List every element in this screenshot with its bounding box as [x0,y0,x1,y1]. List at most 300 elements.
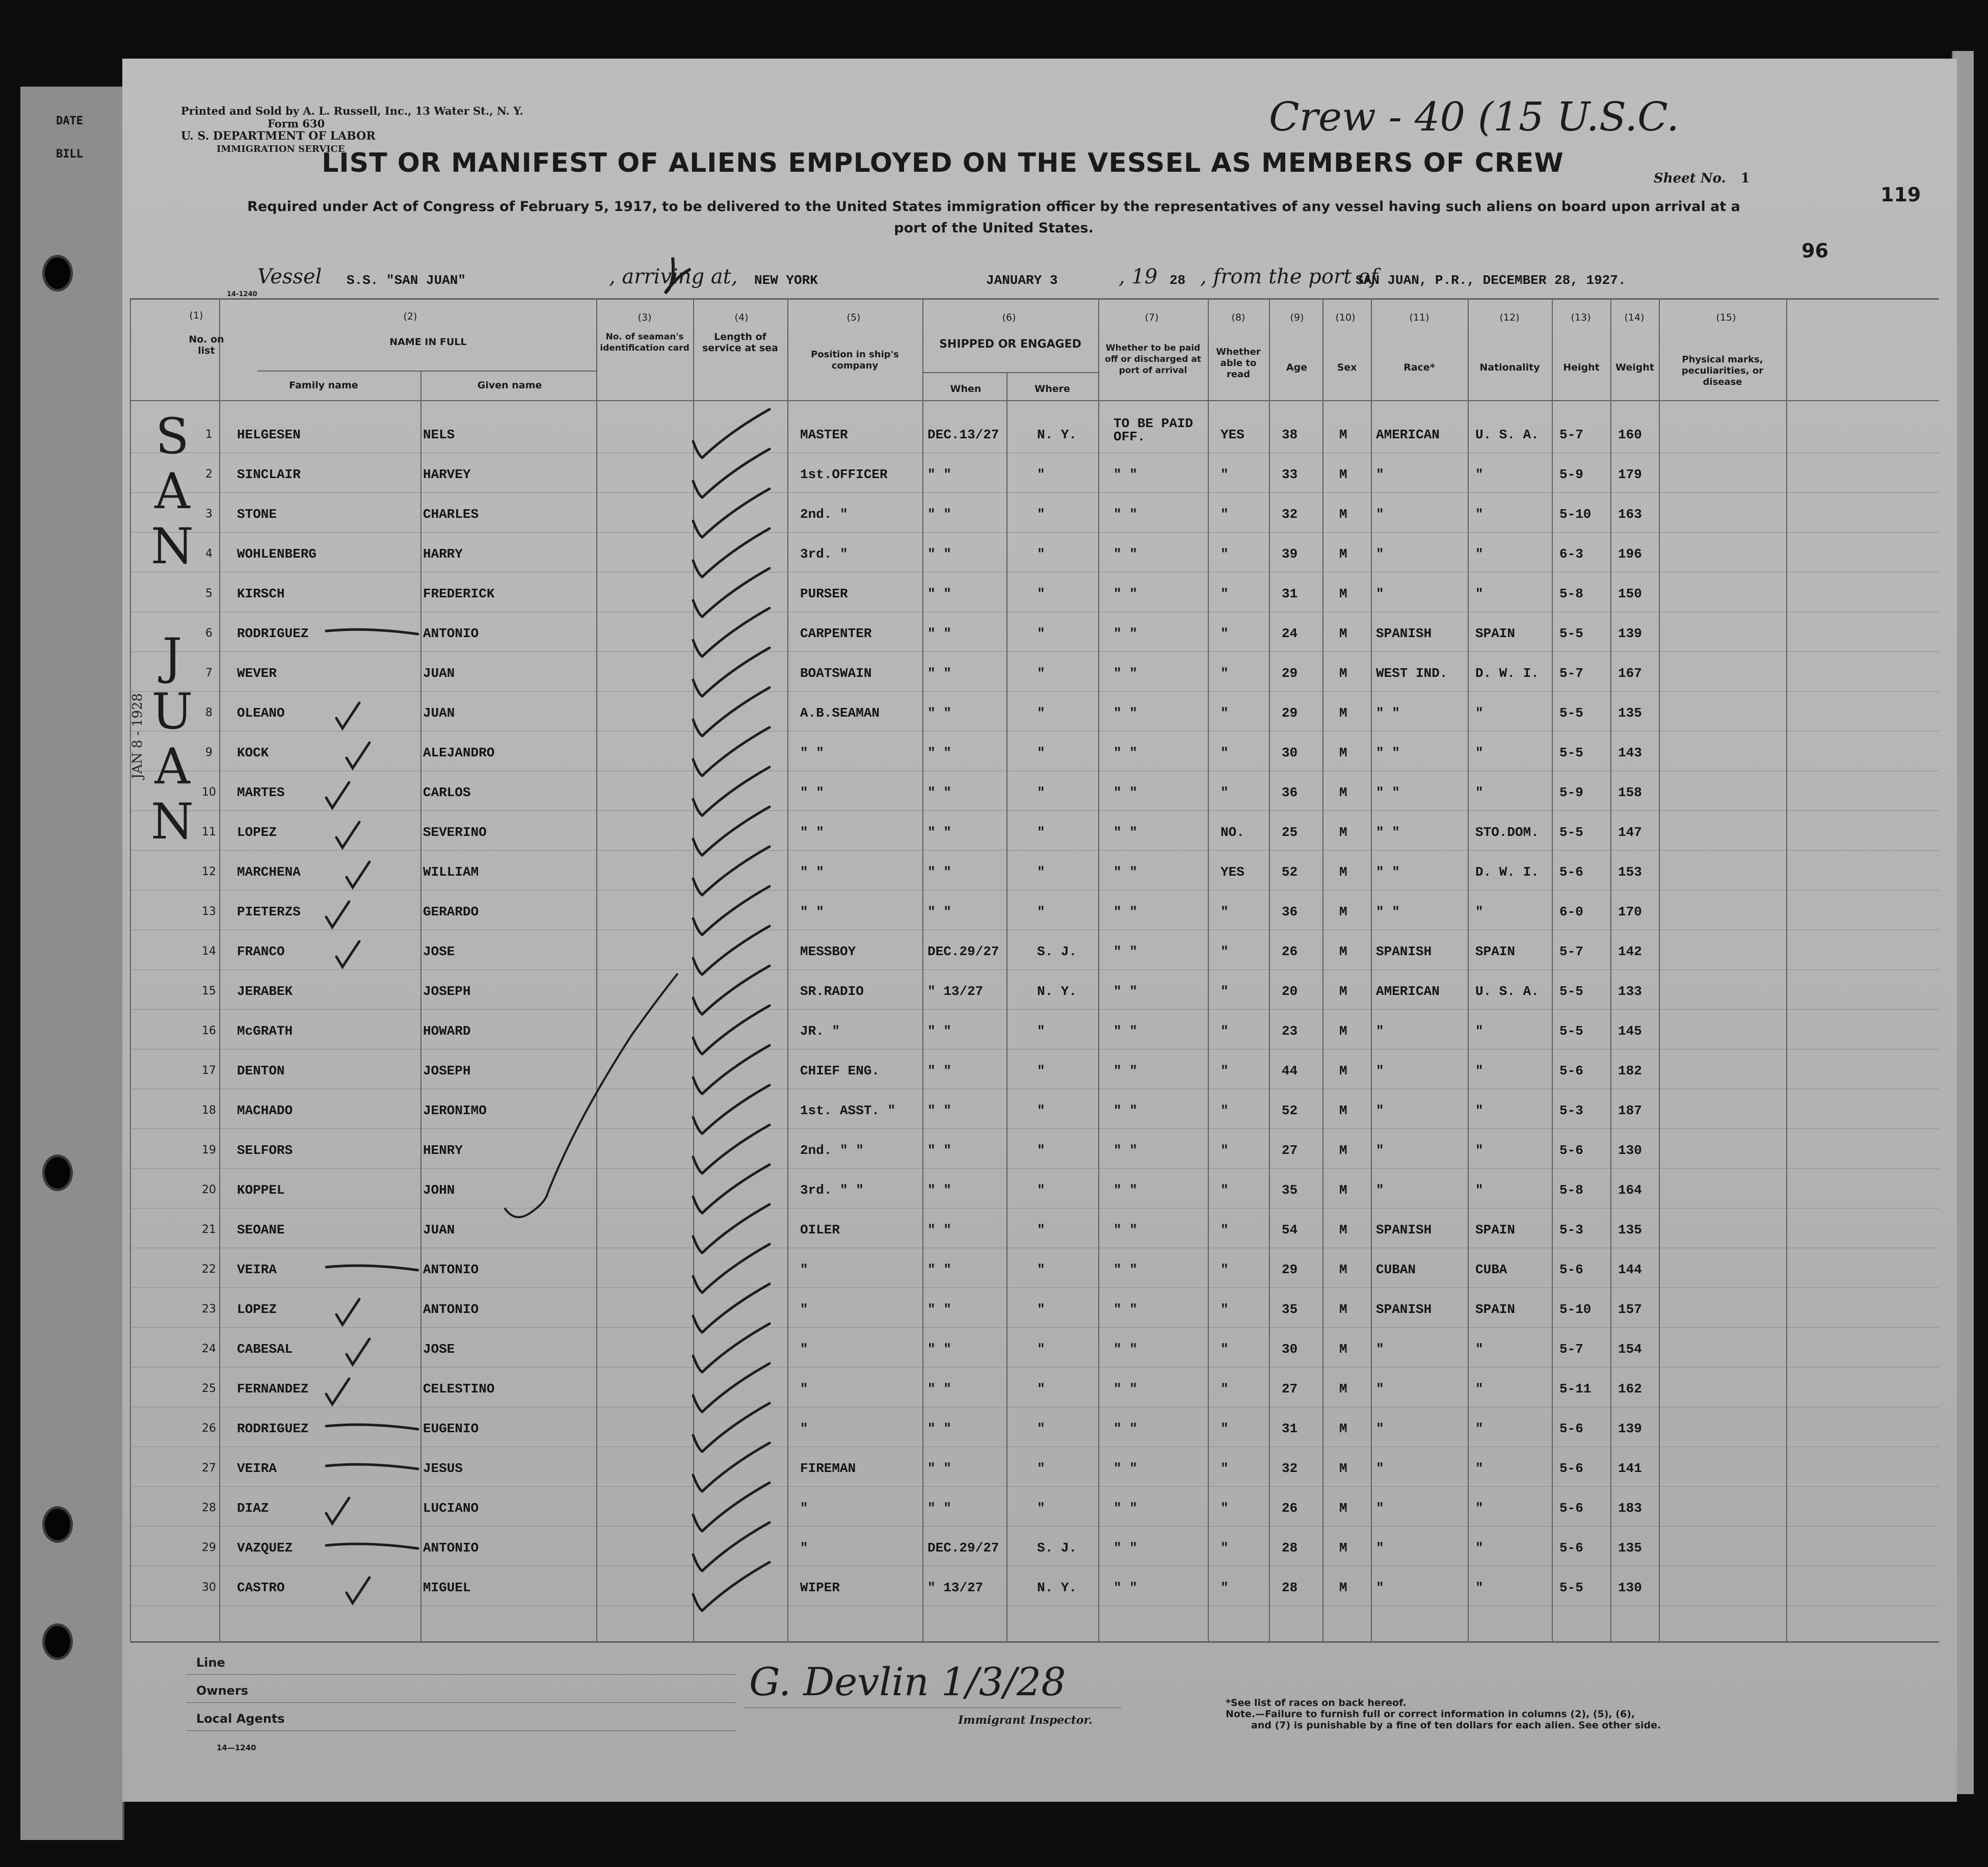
inspector-label: Immigrant Inspector. [958,1714,1093,1727]
age-cell: 23 [1282,1023,1298,1039]
row-number-cell: 16 [202,1024,216,1037]
height-cell: 5-5 [1559,825,1583,840]
shipped-where-cell: N. Y. [1037,427,1077,442]
race-cell: AMERICAN [1376,984,1440,999]
col2a-header: Family name [289,380,358,391]
paid-off-cell: " " [1114,1063,1137,1079]
weight-cell: 182 [1618,1063,1642,1079]
sex-cell: M [1339,1302,1347,1317]
footer-form-code: 14—1240 [217,1743,256,1752]
col7-header: Whether to be paid off or discharged at port of arrival [1105,343,1201,376]
name-check-icon [336,941,359,967]
shipped-when-cell: " " [927,1222,951,1238]
col13-number: (13) [1571,312,1591,323]
age-cell: 44 [1282,1063,1298,1079]
race-cell: SPANISH [1376,944,1432,959]
able-to-read-cell: " [1221,1222,1229,1238]
name-check-icon [326,1379,349,1404]
height-cell: 5-9 [1559,467,1583,482]
height-cell: 5-5 [1559,1580,1583,1595]
weight-cell: 160 [1618,427,1642,442]
nationality-cell: " [1475,745,1483,760]
shipped-when-cell: " " [927,1262,951,1277]
sex-cell: M [1339,944,1347,959]
name-underline-stroke [326,1266,418,1270]
row-number-cell: 12 [202,865,216,878]
race-cell: " [1376,1342,1384,1357]
position-cell: CARPENTER [800,626,872,641]
arriving-port: NEW YORK [754,273,818,288]
name-check-icon [326,782,349,808]
weight-cell: 135 [1618,1540,1642,1556]
shipped-when-cell: " " [927,904,951,919]
height-cell: 5-9 [1559,785,1583,800]
shipped-when-cell: " " [927,546,951,562]
footer-note-penalty: Note.—Failure to furnish full or correct information in columns (2), (5), (6), [1226,1708,1635,1720]
given-name-cell: HENRY [423,1143,463,1158]
able-to-read-cell: YES [1221,427,1244,442]
nationality-cell: U. S. A. [1475,427,1539,442]
able-to-read-cell: " [1221,626,1229,641]
family-name-cell: VEIRA [237,1262,277,1277]
sex-cell: M [1339,467,1347,482]
from-port: SAN JUAN, P.R., DECEMBER 28, 1927. [1356,273,1626,288]
height-cell: 5-6 [1559,1540,1583,1556]
family-name-cell: MACHADO [237,1103,293,1118]
sex-cell: M [1339,984,1347,999]
col15-header: Physical marks, peculiarities, or disease [1681,354,1764,387]
row-number-cell: 4 [205,547,213,560]
weight-cell: 130 [1618,1143,1642,1158]
col14-header: Weight [1615,362,1654,373]
race-cell: " " [1376,745,1400,760]
family-name-cell: MARCHENA [237,864,301,880]
race-cell: " [1376,1501,1384,1516]
pen-stroke [548,974,678,1193]
col7-number: (7) [1145,312,1159,323]
race-cell: " [1376,1023,1384,1039]
family-name-cell: HELGESEN [237,427,301,442]
height-cell: 5-6 [1559,1262,1583,1277]
row-number-cell: 15 [202,985,216,997]
row-number-cell: 10 [202,786,216,799]
col9-number: (9) [1290,312,1304,323]
age-cell: 30 [1282,1342,1298,1357]
age-cell: 27 [1282,1143,1298,1158]
weight-cell: 143 [1618,745,1642,760]
race-cell: " [1376,1143,1384,1158]
col2b-header: Given name [477,380,542,391]
shipped-where-cell: " [1037,1143,1045,1158]
paid-off-cell: " " [1114,1023,1137,1039]
footer-owners-label: Owners [196,1684,249,1698]
col12-header: Nationality [1479,362,1540,373]
weight-cell: 154 [1618,1342,1642,1357]
position-cell: MESSBOY [800,944,856,959]
nationality-cell: " [1475,546,1483,562]
side-date-stamp: JAN 8 - 1928 [130,693,145,779]
nationality-cell: " [1475,1580,1483,1595]
given-name-cell: HARVEY [423,467,471,482]
weight-cell: 142 [1618,944,1642,959]
paid-off-cell: " " [1114,904,1137,919]
position-cell: JR. " [800,1023,840,1039]
paid-off-cell: " " [1114,1103,1137,1118]
paid-off-cell: " " [1114,745,1137,760]
shipped-where-cell: " [1037,1103,1045,1118]
height-cell: 5-6 [1559,1501,1583,1516]
shipped-where-cell: S. J. [1037,944,1077,959]
nationality-cell: SPAIN [1475,1302,1516,1317]
shipped-where-cell: " [1037,626,1045,641]
family-name-cell: VAZQUEZ [237,1540,293,1556]
family-name-cell: KOPPEL [237,1182,285,1198]
family-name-cell: SINCLAIR [237,467,301,482]
row-number-cell: 29 [202,1541,216,1554]
paid-off-cell: " " [1114,546,1137,562]
nationality-cell: " [1475,705,1483,721]
sex-cell: M [1339,1580,1347,1595]
age-cell: 31 [1282,1421,1298,1436]
weight-cell: 130 [1618,1580,1642,1595]
position-cell: A.B.SEAMAN [800,705,880,721]
sheet-no-label: Sheet No. [1654,171,1726,186]
position-cell: " " [800,904,824,919]
height-cell: 5-7 [1559,944,1583,959]
position-cell: " [800,1540,808,1556]
nationality-cell: " [1475,785,1483,800]
shipped-where-cell: " [1037,546,1045,562]
weight-cell: 141 [1618,1461,1642,1476]
family-name-cell: LOPEZ [237,825,277,840]
nationality-cell: " [1475,1501,1483,1516]
nationality-cell: " [1475,1103,1483,1118]
name-check-icon [336,822,359,848]
given-name-cell: SEVERINO [423,825,487,840]
family-name-cell: KOCK [237,745,269,760]
race-cell: " [1376,507,1384,522]
nationality-cell: U. S. A. [1475,984,1539,999]
nationality-cell: " [1475,1540,1483,1556]
row-number-cell: 6 [205,627,213,640]
row-number-cell: 27 [202,1462,216,1475]
position-cell: " " [800,745,824,760]
age-cell: 31 [1282,586,1298,601]
shipped-where-cell: " [1037,666,1045,681]
given-name-cell: GERARDO [423,904,479,919]
height-cell: 5-5 [1559,705,1583,721]
age-cell: 35 [1282,1302,1298,1317]
position-cell: 2nd. " [800,507,848,522]
sex-cell: M [1339,1262,1347,1277]
nationality-cell: SPAIN [1475,1222,1516,1238]
col6-header: SHIPPED OR ENGAGED [939,338,1081,351]
col6a-header: When [950,383,982,395]
able-to-read-cell: " [1221,705,1229,721]
shipped-where-cell: " [1037,745,1045,760]
family-name-cell: DENTON [237,1063,285,1079]
weight-cell: 179 [1618,467,1642,482]
weight-cell: 135 [1618,1222,1642,1238]
col5-header: Position in ship's company [811,349,899,371]
page-number-top: 119 [1880,183,1921,206]
position-cell: " [800,1381,808,1397]
col3-number: (3) [638,312,652,323]
weight-cell: 158 [1618,785,1642,800]
given-name-cell: JOSEPH [423,984,471,999]
paid-off-cell: " " [1114,944,1137,959]
name-check-icon [347,743,369,768]
shipped-when-cell: " " [927,705,951,721]
age-cell: 26 [1282,1501,1298,1516]
name-underline-stroke [326,1464,418,1469]
family-name-cell: FRANCO [237,944,285,959]
able-to-read-cell: " [1221,1381,1229,1397]
sex-cell: M [1339,546,1347,562]
sex-cell: M [1339,825,1347,840]
weight-cell: 139 [1618,1421,1642,1436]
able-to-read-cell: " [1221,666,1229,681]
shipped-when-cell: " " [927,1342,951,1357]
shipped-when-cell: " " [927,507,951,522]
page-subtitle: Required under Act of Congress of February 5, 1917, to be delivered to the United States immigration officer by the representatives of any vessel having such aliens on board upon arrival at a port of the United States. [247,199,1740,236]
name-underline-stroke [326,629,418,634]
shipped-when-cell: " 13/27 [927,984,984,999]
able-to-read-cell: " [1221,586,1229,601]
col10-number: (10) [1335,312,1356,323]
given-name-cell: JERONIMO [423,1103,487,1118]
age-cell: 54 [1282,1222,1298,1238]
age-cell: 28 [1282,1540,1298,1556]
race-cell: SPANISH [1376,1222,1432,1238]
family-name-cell: PIETERZS [237,904,301,919]
paid-off-cell: " " [1114,1540,1137,1556]
shipped-when-cell: " " [927,785,951,800]
given-name-cell: HOWARD [423,1023,471,1039]
family-name-cell: KIRSCH [237,586,285,601]
nationality-cell: D. W. I. [1475,666,1539,681]
check-icon [665,257,691,293]
family-name-cell: LOPEZ [237,1302,277,1317]
shipped-where-cell: " [1037,1421,1045,1436]
arriving-label: , arriving at, [609,265,738,288]
weight-cell: 135 [1618,705,1642,721]
position-cell: OILER [800,1222,840,1238]
race-cell: " [1376,1540,1384,1556]
shipped-where-cell: " [1037,705,1045,721]
race-cell: " [1376,1063,1384,1079]
paid-off-cell: " " [1114,1421,1137,1436]
age-cell: 36 [1282,904,1298,919]
height-cell: 5-3 [1559,1103,1583,1118]
sex-cell: M [1339,1182,1347,1198]
given-name-cell: JUAN [423,1222,455,1238]
shipped-where-cell: N. Y. [1037,984,1077,999]
race-cell: " [1376,1461,1384,1476]
nationality-cell: " [1475,1381,1483,1397]
able-to-read-cell: " [1221,1421,1229,1436]
shipped-when-cell: " " [927,1023,951,1039]
position-cell: SR.RADIO [800,984,864,999]
name-underline-stroke [326,1425,418,1429]
sex-cell: M [1339,626,1347,641]
shipped-when-cell: " " [927,745,951,760]
col6-number: (6) [1002,312,1016,323]
given-name-cell: LUCIANO [423,1501,479,1516]
age-cell: 30 [1282,745,1298,760]
paid-off-cell: " " [1114,1501,1137,1516]
paid-off-cell: " " [1114,586,1137,601]
page-number-second: 96 [1801,240,1828,262]
col10-header: Sex [1337,362,1357,373]
row-number-cell: 26 [202,1422,216,1435]
shipped-where-cell: " [1037,1023,1045,1039]
col11-header: Race* [1403,362,1435,373]
position-cell: " " [800,785,824,800]
able-to-read-cell: YES [1221,864,1244,880]
given-name-cell: CELESTINO [423,1381,495,1397]
age-cell: 27 [1282,1381,1298,1397]
given-name-cell: JUAN [423,705,455,721]
margin-stub-date: DATE [56,115,83,127]
age-cell: 29 [1282,705,1298,721]
able-to-read-cell: " [1221,984,1229,999]
family-name-cell: SELFORS [237,1143,293,1158]
shipped-where-cell: " [1037,1381,1045,1397]
sex-cell: M [1339,904,1347,919]
able-to-read-cell: " [1221,1103,1229,1118]
row-number-cell: 28 [202,1502,216,1514]
age-cell: 52 [1282,1103,1298,1118]
shipped-when-cell: " " [927,666,951,681]
race-cell: " [1376,586,1384,601]
family-name-cell: RODRIGUEZ [237,1421,309,1436]
race-cell: " [1376,1580,1384,1595]
col1-header: No. on list [189,334,224,356]
nationality-cell: " [1475,1143,1483,1158]
given-name-cell: JOSEPH [423,1063,471,1079]
nationality-cell: " [1475,1461,1483,1476]
weight-cell: 183 [1618,1501,1642,1516]
able-to-read-cell: " [1221,1023,1229,1039]
given-name-cell: CARLOS [423,785,471,800]
nationality-cell: " [1475,1342,1483,1357]
sex-cell: M [1339,1222,1347,1238]
race-cell: SPANISH [1376,1302,1432,1317]
age-cell: 25 [1282,825,1298,840]
position-cell: 3rd. " " [800,1182,864,1198]
given-name-cell: JOSE [423,1342,455,1357]
name-check-icon [336,1299,359,1325]
paid-off-cell: " " [1114,1302,1137,1317]
able-to-read-cell: " [1221,785,1229,800]
shipped-when-cell: " " [927,1302,951,1317]
nationality-cell: " [1475,1182,1483,1198]
position-cell: PURSER [800,586,848,601]
shipped-when-cell: " " [927,1103,951,1118]
year-suffix: 28 [1170,273,1186,288]
shipped-when-cell: " " [927,1501,951,1516]
shipped-when-cell: DEC.29/27 [927,1540,999,1556]
shipped-where-cell: " [1037,864,1045,880]
age-cell: 20 [1282,984,1298,999]
shipped-when-cell: " " [927,825,951,840]
pen-stroke [505,1193,548,1217]
height-cell: 5-7 [1559,666,1583,681]
shipped-when-cell: " " [927,1182,951,1198]
family-name-cell: SEOANE [237,1222,285,1238]
paid-off-cell: " " [1114,785,1137,800]
position-cell: FIREMAN [800,1461,856,1476]
nationality-cell: " [1475,586,1483,601]
shipped-where-cell: " [1037,1302,1045,1317]
year-prefix: , 19 [1119,265,1158,288]
shipped-where-cell: S. J. [1037,1540,1077,1556]
able-to-read-cell: " [1221,745,1229,760]
department-name: U. S. DEPARTMENT OF LABOR [181,129,376,143]
family-name-cell: FERNANDEZ [237,1381,309,1397]
race-cell: " " [1376,904,1400,919]
height-cell: 5-5 [1559,1023,1583,1039]
footer-note-races: *See list of races on back hereof. [1226,1697,1407,1708]
position-cell: " [800,1421,808,1436]
paid-off-cell: " " [1114,626,1137,641]
age-cell: 29 [1282,666,1298,681]
able-to-read-cell: " [1221,1461,1229,1476]
race-cell: WEST IND. [1376,666,1448,681]
sheet-no-value: 1 [1740,171,1750,186]
col1-number: (1) [189,310,203,321]
row-number-cell: 19 [202,1144,216,1156]
shipped-when-cell: " " [927,1381,951,1397]
race-cell: " [1376,1421,1384,1436]
sex-cell: M [1339,1143,1347,1158]
sex-cell: M [1339,1501,1347,1516]
sex-cell: M [1339,1421,1347,1436]
given-name-cell: MIGUEL [423,1580,471,1595]
vessel-name: S.S. "SAN JUAN" [347,273,466,288]
height-cell: 5-5 [1559,745,1583,760]
check-marks [326,409,770,1611]
position-cell: " [800,1501,808,1516]
family-name-cell: CASTRO [237,1580,285,1595]
shipped-when-cell: " " [927,467,951,482]
sex-cell: M [1339,1381,1347,1397]
height-cell: 5-7 [1559,427,1583,442]
position-cell: " " [800,864,824,880]
weight-cell: 170 [1618,904,1642,919]
height-cell: 5-8 [1559,1182,1583,1198]
col15-number: (15) [1716,312,1736,323]
height-cell: 5-6 [1559,1143,1583,1158]
sex-cell: M [1339,705,1347,721]
shipped-when-cell: " 13/27 [927,1580,984,1595]
weight-cell: 187 [1618,1103,1642,1118]
row-number-cell: 5 [205,587,213,600]
weight-cell: 157 [1618,1302,1642,1317]
weight-cell: 144 [1618,1262,1642,1277]
nationality-cell: " [1475,904,1483,919]
footer-agents-label: Local Agents [196,1712,285,1726]
race-cell: SPANISH [1376,626,1432,641]
paid-off-cell: " " [1114,1182,1137,1198]
nationality-cell: " [1475,1421,1483,1436]
race-cell: CUBAN [1376,1262,1416,1277]
col13-header: Height [1563,362,1600,373]
page-title: LIST OR MANIFEST OF ALIENS EMPLOYED ON THE VESSEL AS MEMBERS OF CREW [322,148,1564,178]
position-cell: WIPER [800,1580,840,1595]
able-to-read-cell: " [1221,507,1229,522]
